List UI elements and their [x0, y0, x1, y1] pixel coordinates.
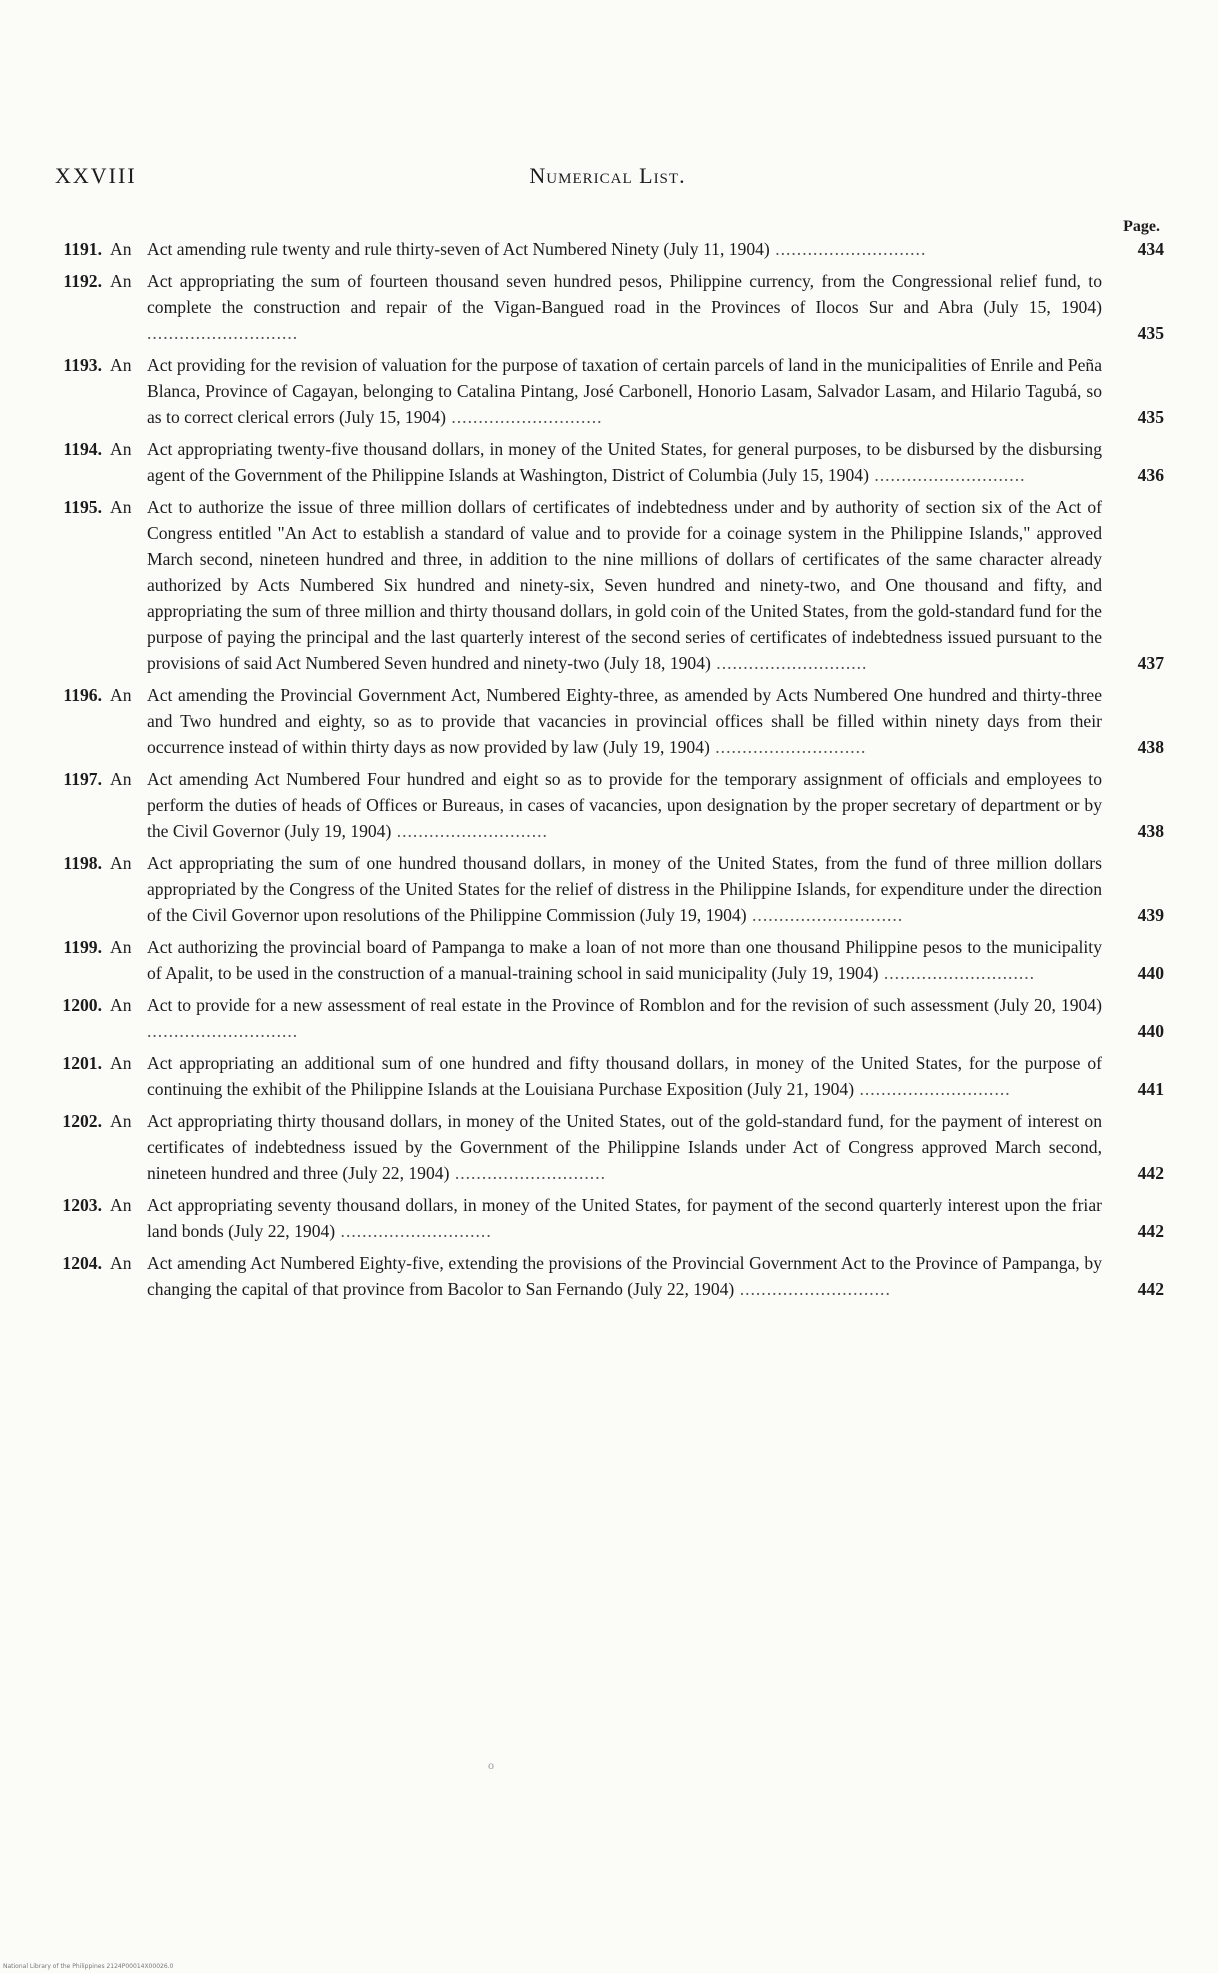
act-description: Act appropriating seventy thousand dollars, in money of the United States, for payment of the second quarterly interest upon the friar land bonds (July 22, 1904) ............................ — [147, 1195, 1102, 1241]
dot-leaders: ............................ — [746, 905, 904, 925]
act-page-number: 440 — [1137, 1021, 1164, 1041]
act-article: An — [110, 1053, 132, 1073]
page-number: XXVIII — [55, 163, 137, 188]
list-item — [62, 436, 1164, 488]
act-article: An — [110, 853, 132, 873]
act-description: Act to provide for a new assessment of real estate in the Province of Romblon and for the revision of such assessment (July 20, 1904) ............................ — [147, 995, 1102, 1041]
act-page-number: 442 — [1137, 1163, 1164, 1183]
list-item — [62, 1108, 1164, 1186]
act-number: 1194. — [63, 439, 102, 459]
act-article: An — [110, 1253, 132, 1273]
act-article: An — [110, 1111, 132, 1131]
act-page-number: 441 — [1137, 1079, 1164, 1099]
act-number: 1198. — [63, 853, 102, 873]
list-item — [62, 1250, 1164, 1302]
act-article: An — [110, 769, 132, 789]
act-description: Act amending the Provincial Government Act, Numbered Eighty-three, as amended by Acts Numbered One hundred and thirty-three and Two hundred and eighty, so as to provide that vacancies in provincial offices shall be filled within ninety days from their occurrence instead of within thirty days as now provided by law (July 19, 1904) ............................ — [147, 685, 1102, 757]
act-page-number: 438 — [1137, 737, 1164, 757]
act-description: Act amending rule twenty and rule thirty-seven of Act Numbered Ninety (July 11, 1904) ............................ — [147, 239, 927, 259]
act-article: An — [110, 937, 132, 957]
act-description: Act authorizing the provincial board of Pampanga to make a loan of not more than one thousand Philippine pesos to the municipality of Apalit, to be used in the construction of a manual-training school in said municipality (July 19, 1904) ............................ — [147, 937, 1102, 983]
dot-leaders: ............................ — [147, 323, 299, 343]
act-page-number: 436 — [1137, 465, 1164, 485]
act-page-number: 440 — [1137, 963, 1164, 983]
page-column-label: Page. — [1123, 218, 1160, 235]
dot-leaders: ............................ — [710, 653, 868, 673]
act-number: 1191. — [63, 239, 102, 259]
act-description: Act appropriating the sum of one hundred thousand dollars, in money of the United States, from the fund of three million dollars appropriated by the Congress of the United States for the relief of distress in the Philippine Islands, for expenditure under the direction of the Civil Governor upon resolutions of the Philippine Commission (July 19, 1904) ............................ — [147, 853, 1102, 925]
act-number: 1203. — [62, 1195, 102, 1215]
act-description: Act appropriating twenty-five thousand dollars, in money of the United States, for general purposes, to be disbursed by the disbursing agent of the Government of the Philippine Islands at Washington, District of Columbia (July 15, 1904) ............................ — [147, 439, 1102, 485]
list-item — [62, 682, 1164, 760]
act-number: 1197. — [63, 769, 102, 789]
act-number: 1196. — [63, 685, 102, 705]
list-item — [62, 992, 1164, 1044]
act-page-number: 437 — [1137, 653, 1164, 673]
list-item — [62, 934, 1164, 986]
dot-leaders: ............................ — [878, 963, 1036, 983]
act-list — [62, 236, 1164, 1308]
list-item — [62, 1192, 1164, 1244]
list-item — [62, 494, 1164, 676]
list-item — [62, 236, 1164, 262]
act-page-number: 435 — [1137, 323, 1164, 343]
act-description: Act appropriating an additional sum of one hundred and fifty thousand dollars, in money of the United States, for the purpose of continuing the exhibit of the Philippine Islands at the Louisiana Purchase Exposition (July 21, 1904) ............................ — [147, 1053, 1102, 1099]
list-item — [62, 1050, 1164, 1102]
act-article: An — [110, 685, 132, 705]
dot-leaders: ............................ — [734, 1279, 891, 1299]
dot-leaders: ............................ — [335, 1221, 492, 1241]
dot-leaders: ............................ — [147, 1021, 299, 1041]
act-page-number: 439 — [1137, 905, 1164, 925]
list-item — [62, 352, 1164, 430]
act-page-number: 435 — [1137, 407, 1164, 427]
dot-leaders: ............................ — [391, 821, 548, 841]
act-description: Act amending Act Numbered Four hundred and eight so as to provide for the temporary assignment of officials and employees to perform the duties of heads of Offices or Bureaus, in cases of vacancies, upon designation by the proper secretary of department or by the Civil Governor (July 19, 1904) ............................ — [147, 769, 1102, 841]
act-description: Act appropriating thirty thousand dollars, in money of the United States, out of the gold-standard fund, for the payment of interest on certificates of indebtedness issued by the Government of the Philippine Islands under Act of Congress approved March second, nineteen hundred and three (July 22, 1904) ............................ — [147, 1111, 1102, 1183]
act-page-number: 434 — [1137, 239, 1164, 259]
list-item — [62, 766, 1164, 844]
act-page-number: 442 — [1137, 1279, 1164, 1299]
dot-leaders: ............................ — [445, 407, 603, 427]
act-number: 1193. — [63, 355, 102, 375]
footer-mark: o — [488, 1758, 494, 1772]
act-description: Act amending Act Numbered Eighty-five, extending the provisions of the Provincial Government Act to the Province of Pampanga, by changing the capital of that province from Bacolor to San Fernando (July 22, 1904) ............................ — [147, 1253, 1102, 1299]
act-number: 1192. — [63, 271, 102, 291]
act-article: An — [110, 239, 132, 259]
act-article: An — [110, 1195, 132, 1215]
act-number: 1201. — [62, 1053, 102, 1073]
act-number: 1200. — [62, 995, 102, 1015]
act-page-number: 438 — [1137, 821, 1164, 841]
page-title: Numerical List. — [529, 163, 686, 188]
dot-leaders: ............................ — [868, 465, 1026, 485]
dot-leaders: ............................ — [449, 1163, 606, 1183]
dot-leaders: ............................ — [854, 1079, 1011, 1099]
act-article: An — [110, 355, 132, 375]
act-description: Act to authorize the issue of three million dollars of certificates of indebtedness under and by authority of section six of the Act of Congress entitled "An Act to establish a standard of value and to provide for a coinage system in the Philippine Islands," approved March second, nineteen hundred and three, in addition to the nine millions of dollars of certificates of the same character already authorized by Acts Numbered Six hundred and ninety-six, Seven hundred and ninety-two, and One thousand and fifty, and appropriating the sum of three million and thirty thousand dollars, in gold coin of the United States, from the gold-standard fund for the purpose of paying the principal and the last quarterly interest of the second series of certificates of indebtedness issued pursuant to the provisions of said Act Numbered Seven hundred and ninety-two (July 18, 1904) ............................ — [147, 497, 1102, 673]
scan-credit: National Library of the Philippines 2124P00014X00026.0 — [3, 1963, 174, 1970]
act-article: An — [110, 439, 132, 459]
act-number: 1199. — [63, 937, 102, 957]
act-description: Act appropriating the sum of fourteen thousand seven hundred pesos, Philippine currency, from the Congressional relief fund, to complete the construction and repair of the Vigan-Bangued road in the Provinces of Ilocos Sur and Abra (July 15, 1904) ............................ — [147, 271, 1102, 343]
act-article: An — [110, 497, 132, 517]
act-number: 1202. — [62, 1111, 102, 1131]
act-number: 1195. — [63, 497, 102, 517]
act-article: An — [110, 271, 132, 291]
act-description: Act providing for the revision of valuation for the purpose of taxation of certain parcels of land in the municipalities of Enrile and Peña Blanca, Province of Cagayan, belonging to Catalina Pintang, José Carbonell, Honorio Lasam, Salvador Lasam, and Hilario Tagubá, so as to correct clerical errors (July 15, 1904) ............................ — [147, 355, 1102, 427]
act-page-number: 442 — [1137, 1221, 1164, 1241]
act-number: 1204. — [62, 1253, 102, 1273]
page-header — [55, 163, 1160, 203]
act-article: An — [110, 995, 132, 1015]
list-item — [62, 850, 1164, 928]
dot-leaders: ............................ — [769, 239, 927, 259]
dot-leaders: ............................ — [709, 737, 867, 757]
list-item — [62, 268, 1164, 346]
